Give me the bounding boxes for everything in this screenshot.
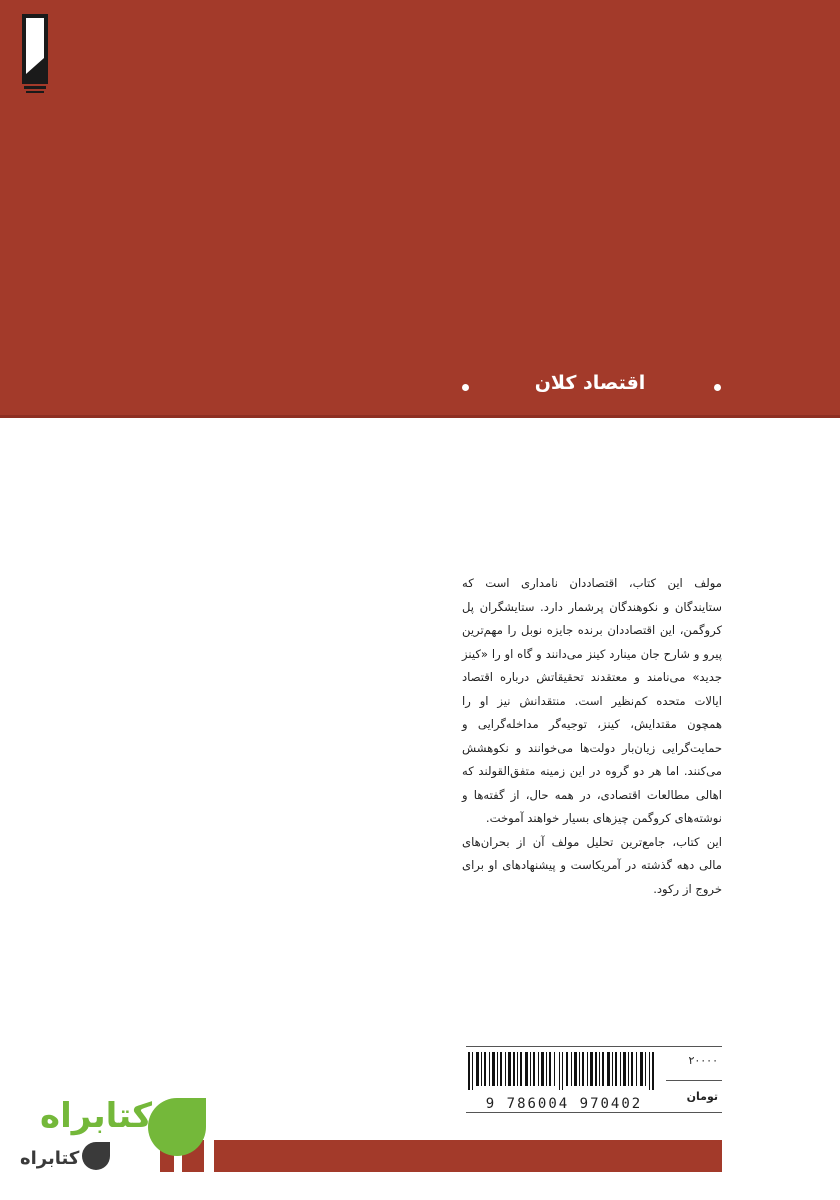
publisher-logo — [22, 14, 48, 96]
back-cover-blurb — [462, 572, 722, 901]
bullet-dot-left — [462, 384, 469, 391]
isbn-digits: 9 786004 970402 — [485, 1096, 643, 1112]
bullet-dot-right — [714, 384, 721, 391]
price-mid-rule — [666, 1080, 722, 1081]
leaf-icon — [82, 1142, 110, 1170]
blurb-paragraph-2: این کتاب، جامع‌ترین تحلیل مولف آن از بحران‌های مالی دهه گذشته در آمریکاست و پیشنهادهای او برای خروج از رکود. — [462, 834, 722, 896]
price-top-rule — [466, 1046, 722, 1047]
watermark-brand-small: کتابراه — [20, 1148, 80, 1169]
price-currency: تومان — [686, 1090, 718, 1103]
barcode-bars — [466, 1052, 662, 1090]
series-title: اقتصاد کلان — [534, 372, 646, 394]
price-bottom-rule — [466, 1112, 722, 1113]
kitabrah-watermark — [20, 1090, 210, 1180]
price-amount: ۲۰۰۰۰ — [688, 1054, 718, 1067]
price-barcode-block — [466, 1046, 722, 1112]
top-red-band — [0, 0, 840, 418]
series-title-row — [440, 372, 740, 404]
watermark-brand-large: کتابراه — [40, 1096, 153, 1136]
leaf-icon — [148, 1098, 206, 1156]
bottom-red-band — [214, 1140, 722, 1172]
blurb-paragraph-1: مولف این کتاب، اقتصاددان نامداری است که ستایندگان و نکوهندگان پرشمار دارد. ستایشگران پل کروگمن، این اقتصاددان برنده جایزه نوبل را مهم‌ترین پیرو و شارح جان مینارد کینز می‌دانند و گاه او را «کینز جدید» می‌نامند و معتقدند تحقیقاتش درباره اقتصاد ایالات متحده کم‌نظیر است. منتقدانش نیز او را همچون مقتدایش، کینز، توجیه‌گر مداخله‌گرایی و حمایت‌گرایی زیان‌بار دولت‌ها می‌خوانند و نکوهشش می‌کنند. اما هر دو گروه در این زمینه متفق‌القولند که اهالی مطالعات اقتصادی، در همه حال، از گفته‌ها و نوشته‌های کروگمن چیزهای بسیار خواهند آموخت. — [462, 576, 722, 825]
isbn-barcode — [466, 1052, 662, 1112]
band-rule — [0, 415, 840, 418]
